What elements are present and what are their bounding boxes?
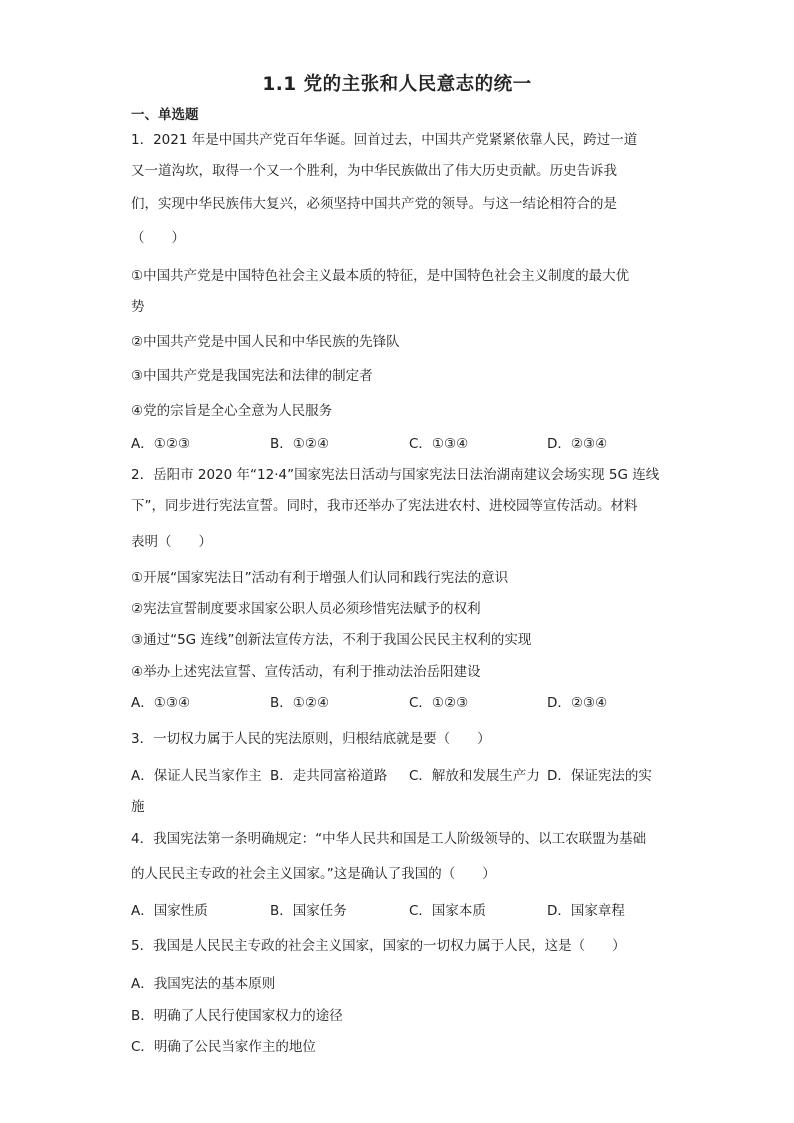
q4-option-b[interactable]: B．国家任务	[270, 903, 347, 919]
q5-stem-line: 5．我国是人民民主专政的社会主义国家，国家的一切权力属于人民，这是（ ）	[131, 938, 626, 954]
q3-option-b[interactable]: B．走共同富裕道路	[270, 768, 388, 784]
q1-option-c[interactable]: C．①③④	[409, 436, 469, 452]
q1-statement: 势	[131, 299, 145, 315]
q5-option-c[interactable]: C．明确了公民当家作主的地位	[131, 1039, 316, 1055]
q1-statement: ③中国共产党是我国宪法和法律的制定者	[131, 368, 373, 384]
q2-option-a[interactable]: A．①③④	[131, 695, 191, 711]
q2-option-c[interactable]: C．①②③	[409, 695, 469, 711]
q3-option-d-wrap: 施	[131, 799, 145, 815]
q1-option-b[interactable]: B．①②④	[270, 436, 330, 452]
q2-statement: ②宪法宣誓制度要求国家公职人员必须珍惜宪法赋予的权利	[131, 601, 481, 617]
q1-statement: ②中国共产党是中国人民和中华民族的先锋队	[131, 334, 400, 350]
q2-statement: ③通过“5G 连线”创新法宣传方法，不利于我国公民民主权利的实现	[131, 632, 532, 648]
q2-stem-line: 表明（ ）	[131, 534, 212, 550]
q1-stem-line: 们，实现中华民族伟大复兴，必须坚持中国共产党的领导。与这一结论相符合的是	[131, 196, 617, 212]
q5-option-a[interactable]: A．我国宪法的基本原则	[131, 976, 276, 992]
q2-option-b[interactable]: B．①②④	[270, 695, 330, 711]
q4-option-a[interactable]: A．国家性质	[131, 903, 208, 919]
q2-statement: ④举办上述宪法宣誓、宣传活动，有利于推动法治岳阳建设	[131, 664, 481, 680]
q3-option-d[interactable]: D．保证宪法的实	[547, 768, 652, 784]
q1-statement: ④党的宗旨是全心全意为人民服务	[131, 403, 333, 419]
q1-stem-line: 又一道沟坎，取得一个又一个胜利，为中华民族做出了伟大历史贡献。历史告诉我	[131, 163, 617, 179]
q2-stem-line: 2．岳阳市 2020 年“12·4”国家宪法日活动与国家宪法日法治湖南建议会场实现 5G 连线	[131, 467, 660, 483]
q4-option-d[interactable]: D．国家章程	[547, 903, 625, 919]
q2-stem-line: 下”，同步进行宪法宣誓。同时，我市还举办了宪法进农村、进校园等宣传活动。材料	[131, 498, 638, 514]
q1-stem-line: 1．2021 年是中国共产党百年华诞。回首过去，中国共产党紧紧依靠人民，跨过一道	[131, 132, 638, 148]
q1-option-d[interactable]: D．②③④	[547, 436, 608, 452]
q4-stem-line: 4．我国宪法第一条明确规定：“中华人民共和国是工人阶级领导的、以工农联盟为基础	[131, 831, 647, 847]
page-title: 1.1 党的主张和人民意志的统一	[262, 74, 532, 95]
q1-stem-line: （ ）	[131, 230, 185, 246]
q5-option-b[interactable]: B．明确了人民行使国家权力的途径	[131, 1008, 343, 1024]
q4-option-c[interactable]: C．国家本质	[409, 903, 486, 919]
q2-option-d[interactable]: D．②③④	[547, 695, 608, 711]
section-heading: 一、单选题	[131, 107, 199, 123]
q4-stem-line: 的人民民主专政的社会主义国家。”这是确认了我国的（ ）	[131, 866, 496, 882]
q3-stem-line: 3．一切权力属于人民的宪法原则，归根结底就是要（ ）	[131, 731, 491, 747]
q1-statement: ①中国共产党是中国特色社会主义最本质的特征，是中国特色社会主义制度的最大优	[131, 268, 630, 284]
q3-option-c[interactable]: C．解放和发展生产力	[409, 768, 540, 784]
q3-option-a[interactable]: A．保证人民当家作主	[131, 768, 262, 784]
q2-statement: ①开展“国家宪法日”活动有利于增强人们认同和践行宪法的意识	[131, 570, 509, 586]
q1-option-a[interactable]: A．①②③	[131, 436, 191, 452]
